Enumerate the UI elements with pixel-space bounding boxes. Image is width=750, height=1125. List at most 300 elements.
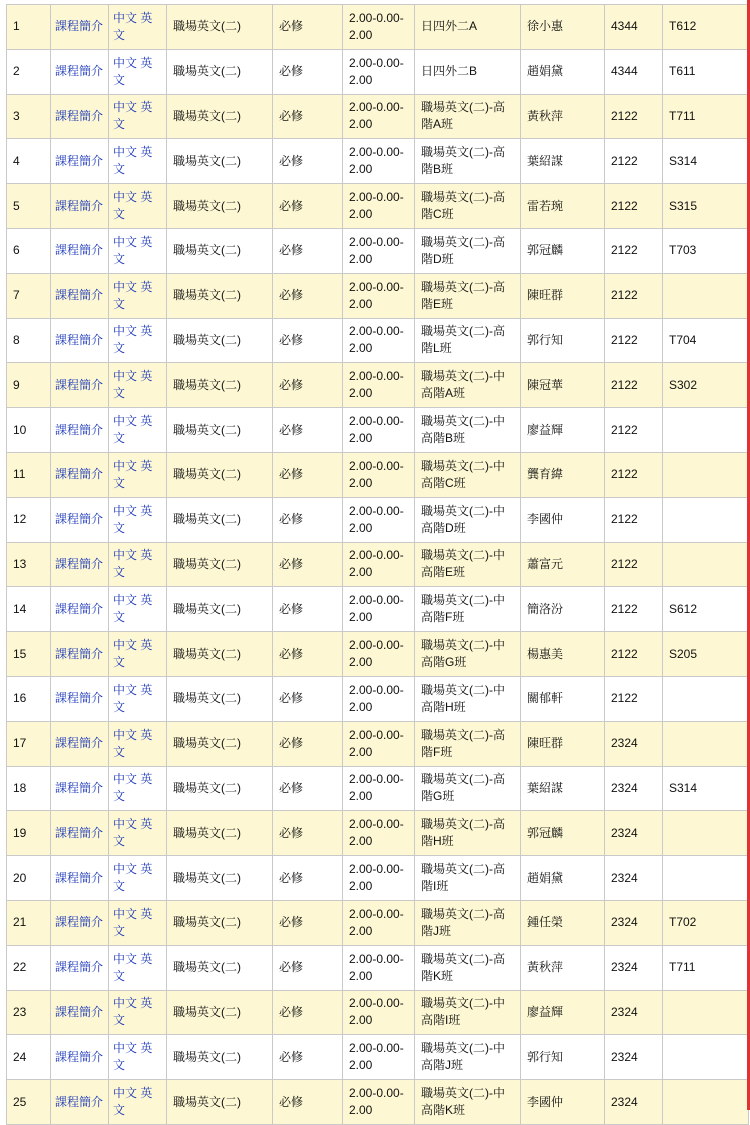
teacher-name: 蕭富元 bbox=[521, 542, 605, 587]
course-intro-link-text[interactable]: 課程簡介 bbox=[55, 332, 104, 347]
course-intro-link[interactable] bbox=[51, 408, 109, 453]
course-intro-link-text[interactable]: 課程簡介 bbox=[55, 512, 104, 527]
language-link-text[interactable]: 中文 英文 bbox=[113, 638, 153, 670]
course-name: 職場英文(二) bbox=[167, 184, 273, 229]
course-type: 必修 bbox=[273, 900, 343, 945]
course-intro-link[interactable] bbox=[51, 1035, 109, 1080]
teacher-name: 陳旺群 bbox=[521, 273, 605, 318]
course-intro-link-text[interactable]: 課程簡介 bbox=[55, 108, 104, 123]
table-row bbox=[7, 363, 749, 408]
language-link-text[interactable]: 中文 英文 bbox=[113, 145, 153, 177]
course-type: 必修 bbox=[273, 856, 343, 901]
course-intro-link-text[interactable]: 課程簡介 bbox=[55, 1004, 104, 1019]
course-type: 必修 bbox=[273, 990, 343, 1035]
course-intro-link[interactable] bbox=[51, 632, 109, 677]
course-intro-link[interactable] bbox=[51, 587, 109, 632]
classroom: T612 bbox=[663, 5, 749, 50]
course-intro-link[interactable] bbox=[51, 542, 109, 587]
class-name: 職場英文(二)-高階E班 bbox=[415, 273, 521, 318]
course-intro-link-text[interactable]: 課程簡介 bbox=[55, 377, 104, 392]
course-table bbox=[6, 4, 749, 1125]
class-name: 職場英文(二)-中高階E班 bbox=[415, 542, 521, 587]
course-intro-link-text[interactable]: 課程簡介 bbox=[55, 691, 104, 706]
course-code: 2122 bbox=[605, 228, 663, 273]
course-code: 2122 bbox=[605, 363, 663, 408]
language-link[interactable] bbox=[109, 49, 167, 94]
course-intro-link[interactable] bbox=[51, 497, 109, 542]
classroom bbox=[663, 676, 749, 721]
credit-hours: 2.00-0.00-2.00 bbox=[343, 900, 415, 945]
course-code: 2122 bbox=[605, 632, 663, 677]
language-link-text[interactable]: 中文 英文 bbox=[113, 548, 153, 580]
course-type: 必修 bbox=[273, 273, 343, 318]
course-code: 2122 bbox=[605, 497, 663, 542]
teacher-name: 葉紹謀 bbox=[521, 766, 605, 811]
row-number: 1 bbox=[7, 5, 51, 50]
teacher-name: 郭冠麟 bbox=[521, 228, 605, 273]
course-intro-link-text[interactable]: 課程簡介 bbox=[55, 288, 104, 303]
course-code: 2122 bbox=[605, 139, 663, 184]
classroom bbox=[663, 811, 749, 856]
classroom: S314 bbox=[663, 139, 749, 184]
credit-hours: 2.00-0.00-2.00 bbox=[343, 587, 415, 632]
course-code: 2324 bbox=[605, 856, 663, 901]
course-intro-link[interactable] bbox=[51, 945, 109, 990]
course-name: 職場英文(二) bbox=[167, 1080, 273, 1125]
table-row bbox=[7, 452, 749, 497]
row-number: 14 bbox=[7, 587, 51, 632]
language-link-text[interactable]: 中文 英文 bbox=[113, 458, 153, 490]
credit-hours: 2.00-0.00-2.00 bbox=[343, 497, 415, 542]
course-name: 職場英文(二) bbox=[167, 228, 273, 273]
language-link-text[interactable]: 中文 英文 bbox=[113, 1086, 153, 1118]
row-number: 23 bbox=[7, 990, 51, 1035]
course-code: 2324 bbox=[605, 1080, 663, 1125]
credit-hours: 2.00-0.00-2.00 bbox=[343, 766, 415, 811]
course-intro-link[interactable] bbox=[51, 990, 109, 1035]
classroom bbox=[663, 408, 749, 453]
classroom: T711 bbox=[663, 945, 749, 990]
class-name: 職場英文(二)-中高階F班 bbox=[415, 587, 521, 632]
course-name: 職場英文(二) bbox=[167, 766, 273, 811]
course-name: 職場英文(二) bbox=[167, 408, 273, 453]
teacher-name: 黃秋萍 bbox=[521, 94, 605, 139]
language-link[interactable] bbox=[109, 990, 167, 1035]
language-link-text[interactable]: 中文 英文 bbox=[113, 234, 153, 266]
course-intro-link[interactable] bbox=[51, 766, 109, 811]
course-type: 必修 bbox=[273, 766, 343, 811]
language-link[interactable] bbox=[109, 363, 167, 408]
classroom bbox=[663, 542, 749, 587]
course-type: 必修 bbox=[273, 811, 343, 856]
course-intro-link[interactable] bbox=[51, 5, 109, 50]
course-code: 2122 bbox=[605, 184, 663, 229]
row-number: 4 bbox=[7, 139, 51, 184]
table-row bbox=[7, 318, 749, 363]
language-link-text[interactable]: 中文 英文 bbox=[113, 906, 153, 938]
course-code: 4344 bbox=[605, 49, 663, 94]
course-intro-link[interactable] bbox=[51, 900, 109, 945]
language-link[interactable] bbox=[109, 273, 167, 318]
course-intro-link-text[interactable]: 課程簡介 bbox=[55, 601, 104, 616]
language-link[interactable] bbox=[109, 676, 167, 721]
course-name: 職場英文(二) bbox=[167, 94, 273, 139]
language-link-text[interactable]: 中文 英文 bbox=[113, 817, 153, 849]
credit-hours: 2.00-0.00-2.00 bbox=[343, 676, 415, 721]
table-row bbox=[7, 94, 749, 139]
teacher-name: 黃秋萍 bbox=[521, 945, 605, 990]
language-link[interactable] bbox=[109, 587, 167, 632]
credit-hours: 2.00-0.00-2.00 bbox=[343, 632, 415, 677]
table-row bbox=[7, 139, 749, 184]
credit-hours: 2.00-0.00-2.00 bbox=[343, 811, 415, 856]
row-number: 17 bbox=[7, 721, 51, 766]
course-name: 職場英文(二) bbox=[167, 1035, 273, 1080]
row-number: 20 bbox=[7, 856, 51, 901]
table-row bbox=[7, 721, 749, 766]
row-number: 3 bbox=[7, 94, 51, 139]
course-intro-link-text[interactable]: 課程簡介 bbox=[55, 467, 104, 482]
language-link-text[interactable]: 中文 英文 bbox=[113, 10, 153, 42]
course-code: 2324 bbox=[605, 811, 663, 856]
language-link-text[interactable]: 中文 英文 bbox=[113, 1041, 153, 1073]
course-code: 2324 bbox=[605, 721, 663, 766]
course-type: 必修 bbox=[273, 184, 343, 229]
course-intro-link[interactable] bbox=[51, 452, 109, 497]
class-name: 職場英文(二)-高階A班 bbox=[415, 94, 521, 139]
classroom bbox=[663, 452, 749, 497]
course-intro-link[interactable] bbox=[51, 49, 109, 94]
class-name: 職場英文(二)-中高階J班 bbox=[415, 1035, 521, 1080]
classroom: T703 bbox=[663, 228, 749, 273]
classroom: T704 bbox=[663, 318, 749, 363]
credit-hours: 2.00-0.00-2.00 bbox=[343, 856, 415, 901]
course-type: 必修 bbox=[273, 5, 343, 50]
classroom bbox=[663, 1080, 749, 1125]
row-number: 25 bbox=[7, 1080, 51, 1125]
course-type: 必修 bbox=[273, 721, 343, 766]
class-name: 職場英文(二)-高階C班 bbox=[415, 184, 521, 229]
teacher-name: 龔育緯 bbox=[521, 452, 605, 497]
language-link-text[interactable]: 中文 英文 bbox=[113, 279, 153, 311]
course-intro-link-text[interactable]: 課程簡介 bbox=[55, 198, 104, 213]
credit-hours: 2.00-0.00-2.00 bbox=[343, 1080, 415, 1125]
table-row bbox=[7, 228, 749, 273]
language-link-text[interactable]: 中文 英文 bbox=[113, 862, 153, 894]
credit-hours: 2.00-0.00-2.00 bbox=[343, 318, 415, 363]
language-link-text[interactable]: 中文 英文 bbox=[113, 414, 153, 446]
table-row bbox=[7, 676, 749, 721]
course-code: 2324 bbox=[605, 945, 663, 990]
class-name: 職場英文(二)-高階J班 bbox=[415, 900, 521, 945]
course-name: 職場英文(二) bbox=[167, 721, 273, 766]
classroom: S302 bbox=[663, 363, 749, 408]
course-type: 必修 bbox=[273, 94, 343, 139]
course-name: 職場英文(二) bbox=[167, 632, 273, 677]
course-intro-link-text[interactable]: 課程簡介 bbox=[55, 1094, 104, 1109]
course-intro-link-text[interactable]: 課程簡介 bbox=[55, 19, 104, 34]
credit-hours: 2.00-0.00-2.00 bbox=[343, 273, 415, 318]
row-number: 7 bbox=[7, 273, 51, 318]
course-name: 職場英文(二) bbox=[167, 900, 273, 945]
course-intro-link-text[interactable]: 課程簡介 bbox=[55, 422, 104, 437]
teacher-name: 關郁軒 bbox=[521, 676, 605, 721]
classroom: S314 bbox=[663, 766, 749, 811]
credit-hours: 2.00-0.00-2.00 bbox=[343, 94, 415, 139]
classroom bbox=[663, 273, 749, 318]
course-name: 職場英文(二) bbox=[167, 5, 273, 50]
language-link[interactable] bbox=[109, 632, 167, 677]
course-type: 必修 bbox=[273, 1080, 343, 1125]
language-link[interactable] bbox=[109, 542, 167, 587]
class-name: 職場英文(二)-中高階H班 bbox=[415, 676, 521, 721]
course-code: 2122 bbox=[605, 587, 663, 632]
table-row bbox=[7, 811, 749, 856]
language-link[interactable] bbox=[109, 766, 167, 811]
language-link[interactable] bbox=[109, 408, 167, 453]
course-intro-link-text[interactable]: 課程簡介 bbox=[55, 646, 104, 661]
course-intro-link[interactable] bbox=[51, 721, 109, 766]
teacher-name: 鍾任榮 bbox=[521, 900, 605, 945]
teacher-name: 郭行知 bbox=[521, 1035, 605, 1080]
table-row bbox=[7, 1035, 749, 1080]
course-code: 2324 bbox=[605, 990, 663, 1035]
language-link[interactable] bbox=[109, 228, 167, 273]
course-code: 4344 bbox=[605, 5, 663, 50]
row-number: 12 bbox=[7, 497, 51, 542]
classroom bbox=[663, 990, 749, 1035]
course-name: 職場英文(二) bbox=[167, 139, 273, 184]
course-table-body bbox=[7, 5, 749, 1125]
class-name: 職場英文(二)-高階D班 bbox=[415, 228, 521, 273]
course-intro-link[interactable] bbox=[51, 139, 109, 184]
teacher-name: 楊惠美 bbox=[521, 632, 605, 677]
language-link[interactable] bbox=[109, 1080, 167, 1125]
credit-hours: 2.00-0.00-2.00 bbox=[343, 49, 415, 94]
course-intro-link-text[interactable]: 課程簡介 bbox=[55, 870, 104, 885]
course-type: 必修 bbox=[273, 542, 343, 587]
credit-hours: 2.00-0.00-2.00 bbox=[343, 139, 415, 184]
course-intro-link-text[interactable]: 課程簡介 bbox=[55, 243, 104, 258]
course-intro-link-text[interactable]: 課程簡介 bbox=[55, 64, 104, 79]
table-row bbox=[7, 49, 749, 94]
row-number: 9 bbox=[7, 363, 51, 408]
course-name: 職場英文(二) bbox=[167, 318, 273, 363]
table-row bbox=[7, 990, 749, 1035]
language-link-text[interactable]: 中文 英文 bbox=[113, 593, 153, 625]
language-link-text[interactable]: 中文 英文 bbox=[113, 503, 153, 535]
course-intro-link[interactable] bbox=[51, 363, 109, 408]
language-link[interactable] bbox=[109, 1035, 167, 1080]
course-intro-link-text[interactable]: 課程簡介 bbox=[55, 1049, 104, 1064]
course-name: 職場英文(二) bbox=[167, 587, 273, 632]
course-code: 2324 bbox=[605, 900, 663, 945]
course-type: 必修 bbox=[273, 318, 343, 363]
language-link[interactable] bbox=[109, 856, 167, 901]
course-code: 2122 bbox=[605, 452, 663, 497]
language-link-text[interactable]: 中文 英文 bbox=[113, 190, 153, 222]
credit-hours: 2.00-0.00-2.00 bbox=[343, 184, 415, 229]
teacher-name: 葉紹謀 bbox=[521, 139, 605, 184]
language-link-text[interactable]: 中文 英文 bbox=[113, 55, 153, 87]
row-number: 16 bbox=[7, 676, 51, 721]
course-type: 必修 bbox=[273, 139, 343, 184]
teacher-name: 廖益輝 bbox=[521, 408, 605, 453]
course-type: 必修 bbox=[273, 632, 343, 677]
classroom: S205 bbox=[663, 632, 749, 677]
language-link[interactable] bbox=[109, 721, 167, 766]
row-number: 24 bbox=[7, 1035, 51, 1080]
class-name: 職場英文(二)-高階G班 bbox=[415, 766, 521, 811]
class-name: 職場英文(二)-高階I班 bbox=[415, 856, 521, 901]
course-code: 2122 bbox=[605, 408, 663, 453]
language-link-text[interactable]: 中文 英文 bbox=[113, 727, 153, 759]
language-link-text[interactable]: 中文 英文 bbox=[113, 369, 153, 401]
credit-hours: 2.00-0.00-2.00 bbox=[343, 452, 415, 497]
language-link-text[interactable]: 中文 英文 bbox=[113, 100, 153, 132]
teacher-name: 趙娟黛 bbox=[521, 856, 605, 901]
course-intro-link-text[interactable]: 課程簡介 bbox=[55, 736, 104, 751]
language-link[interactable] bbox=[109, 452, 167, 497]
course-type: 必修 bbox=[273, 945, 343, 990]
course-intro-link[interactable] bbox=[51, 811, 109, 856]
credit-hours: 2.00-0.00-2.00 bbox=[343, 363, 415, 408]
course-intro-link-text[interactable]: 課程簡介 bbox=[55, 825, 104, 840]
course-type: 必修 bbox=[273, 228, 343, 273]
course-intro-link[interactable] bbox=[51, 1080, 109, 1125]
table-row bbox=[7, 184, 749, 229]
course-intro-link-text[interactable]: 課程簡介 bbox=[55, 780, 104, 795]
course-type: 必修 bbox=[273, 363, 343, 408]
classroom bbox=[663, 497, 749, 542]
language-link[interactable] bbox=[109, 900, 167, 945]
course-intro-link[interactable] bbox=[51, 228, 109, 273]
teacher-name: 陳旺群 bbox=[521, 721, 605, 766]
credit-hours: 2.00-0.00-2.00 bbox=[343, 5, 415, 50]
teacher-name: 雷若琬 bbox=[521, 184, 605, 229]
course-name: 職場英文(二) bbox=[167, 945, 273, 990]
classroom bbox=[663, 1035, 749, 1080]
language-link-text[interactable]: 中文 英文 bbox=[113, 682, 153, 714]
row-number: 10 bbox=[7, 408, 51, 453]
course-name: 職場英文(二) bbox=[167, 497, 273, 542]
classroom: T711 bbox=[663, 94, 749, 139]
language-link-text[interactable]: 中文 英文 bbox=[113, 324, 153, 356]
course-code: 2324 bbox=[605, 1035, 663, 1080]
teacher-name: 李國仲 bbox=[521, 497, 605, 542]
class-name: 職場英文(二)-高階F班 bbox=[415, 721, 521, 766]
language-link[interactable] bbox=[109, 94, 167, 139]
language-link[interactable] bbox=[109, 139, 167, 184]
course-name: 職場英文(二) bbox=[167, 273, 273, 318]
class-name: 職場英文(二)-高階H班 bbox=[415, 811, 521, 856]
course-type: 必修 bbox=[273, 676, 343, 721]
course-name: 職場英文(二) bbox=[167, 990, 273, 1035]
course-intro-link-text[interactable]: 課程簡介 bbox=[55, 153, 104, 168]
course-intro-link[interactable] bbox=[51, 318, 109, 363]
language-link[interactable] bbox=[109, 945, 167, 990]
language-link-text[interactable]: 中文 英文 bbox=[113, 951, 153, 983]
classroom: S612 bbox=[663, 587, 749, 632]
language-link[interactable] bbox=[109, 811, 167, 856]
course-intro-link-text[interactable]: 課程簡介 bbox=[55, 960, 104, 975]
course-intro-link[interactable] bbox=[51, 273, 109, 318]
teacher-name: 郭冠麟 bbox=[521, 811, 605, 856]
teacher-name: 陳冠華 bbox=[521, 363, 605, 408]
row-number: 13 bbox=[7, 542, 51, 587]
class-name: 職場英文(二)-中高階G班 bbox=[415, 632, 521, 677]
language-link-text[interactable]: 中文 英文 bbox=[113, 996, 153, 1028]
course-type: 必修 bbox=[273, 408, 343, 453]
credit-hours: 2.00-0.00-2.00 bbox=[343, 1035, 415, 1080]
class-name: 職場英文(二)-中高階K班 bbox=[415, 1080, 521, 1125]
course-name: 職場英文(二) bbox=[167, 452, 273, 497]
language-link[interactable] bbox=[109, 318, 167, 363]
classroom: T702 bbox=[663, 900, 749, 945]
course-intro-link[interactable] bbox=[51, 184, 109, 229]
course-name: 職場英文(二) bbox=[167, 676, 273, 721]
course-code: 2122 bbox=[605, 542, 663, 587]
credit-hours: 2.00-0.00-2.00 bbox=[343, 542, 415, 587]
classroom: T611 bbox=[663, 49, 749, 94]
language-link[interactable] bbox=[109, 184, 167, 229]
credit-hours: 2.00-0.00-2.00 bbox=[343, 408, 415, 453]
language-link[interactable] bbox=[109, 5, 167, 50]
class-name: 職場英文(二)-中高階B班 bbox=[415, 408, 521, 453]
credit-hours: 2.00-0.00-2.00 bbox=[343, 228, 415, 273]
language-link[interactable] bbox=[109, 497, 167, 542]
course-code: 2324 bbox=[605, 766, 663, 811]
table-row bbox=[7, 632, 749, 677]
course-type: 必修 bbox=[273, 452, 343, 497]
course-intro-link[interactable] bbox=[51, 856, 109, 901]
course-name: 職場英文(二) bbox=[167, 363, 273, 408]
class-name: 職場英文(二)-高階B班 bbox=[415, 139, 521, 184]
row-number: 22 bbox=[7, 945, 51, 990]
table-row bbox=[7, 587, 749, 632]
course-intro-link[interactable] bbox=[51, 676, 109, 721]
row-number: 11 bbox=[7, 452, 51, 497]
class-name: 職場英文(二)-高階L班 bbox=[415, 318, 521, 363]
table-row bbox=[7, 1080, 749, 1125]
course-type: 必修 bbox=[273, 587, 343, 632]
class-name: 職場英文(二)-高階K班 bbox=[415, 945, 521, 990]
row-number: 2 bbox=[7, 49, 51, 94]
classroom bbox=[663, 721, 749, 766]
course-name: 職場英文(二) bbox=[167, 49, 273, 94]
course-code: 2122 bbox=[605, 94, 663, 139]
course-intro-link[interactable] bbox=[51, 94, 109, 139]
course-intro-link-text[interactable]: 課程簡介 bbox=[55, 915, 104, 930]
course-intro-link-text[interactable]: 課程簡介 bbox=[55, 556, 104, 571]
table-row bbox=[7, 497, 749, 542]
classroom bbox=[663, 856, 749, 901]
credit-hours: 2.00-0.00-2.00 bbox=[343, 945, 415, 990]
row-number: 5 bbox=[7, 184, 51, 229]
language-link-text[interactable]: 中文 英文 bbox=[113, 772, 153, 804]
course-type: 必修 bbox=[273, 497, 343, 542]
teacher-name: 李國仲 bbox=[521, 1080, 605, 1125]
course-code: 2122 bbox=[605, 676, 663, 721]
class-name: 職場英文(二)-中高階I班 bbox=[415, 990, 521, 1035]
row-number: 6 bbox=[7, 228, 51, 273]
class-name: 職場英文(二)-中高階D班 bbox=[415, 497, 521, 542]
class-name: 職場英文(二)-中高階A班 bbox=[415, 363, 521, 408]
teacher-name: 郭行知 bbox=[521, 318, 605, 363]
course-name: 職場英文(二) bbox=[167, 856, 273, 901]
table-row bbox=[7, 900, 749, 945]
table-row bbox=[7, 5, 749, 50]
